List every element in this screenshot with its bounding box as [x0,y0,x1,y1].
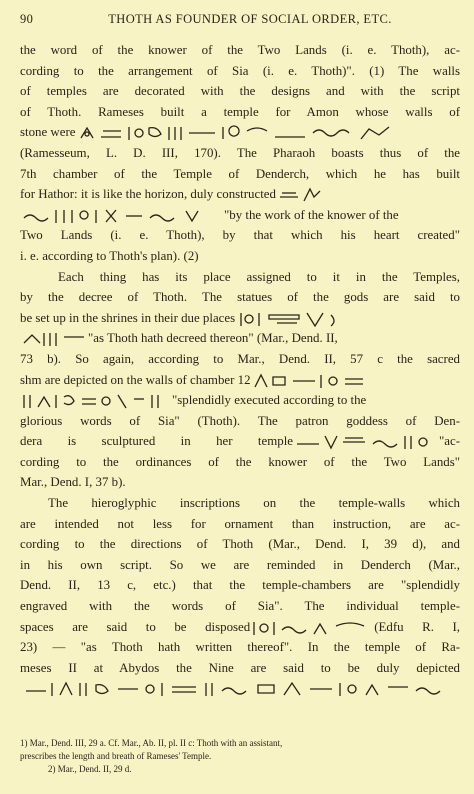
text-line: the word of the knower of the Two Lands (i. e. Thoth), ac- [20,43,460,57]
text-line [20,184,460,205]
text-line: cording to the ordinances of the knower of the Two Lands" [20,454,460,469]
running-title: THOTH AS FOUNDER OF SOCIAL ORDER, ETC. [108,12,392,26]
page-number: 90 [20,12,34,26]
text-line [20,308,460,329]
hieroglyph-group-icon [22,331,86,347]
line-text: be set up in the shrines in their due places [20,310,236,325]
text-line: in his own script. So we are reminded in Denderch (Mar., [20,557,460,572]
line-text: stone were [20,125,76,140]
line-text: "by the work of the knower of the [224,207,399,222]
text-line [20,678,460,699]
text-line: meses II at Abydos the Nine are said to be duly depicted [20,660,460,675]
hieroglyph-group-icon [278,187,322,203]
line-text: (Edfu R. I, [374,619,460,634]
hieroglyph-group-icon [22,681,452,697]
text-line: i. e. according to Thoth's plan). (2) [20,248,199,263]
text-line: cording to the arrangement of Sia (i. e. Thoth)". (1) The walls [20,63,460,78]
footnotes [20,737,460,776]
text-line [20,370,460,391]
line-text: dera is sculptured in her temple [20,434,293,449]
text-line [20,205,460,226]
hieroglyph-group-icon [22,208,222,224]
text-line: Two Lands (i. e. Thoth), by that which his heart created" [20,228,460,243]
line-text: spaces are said to be disposed [20,619,251,634]
text-line: of Thoth. Rameses built a temple for Amon whose walls of [20,104,460,119]
footnote-line: prescribes the length and breath of Rameses' Temple. [20,751,212,761]
hieroglyph-group-icon [253,373,365,389]
text-line [20,328,460,349]
text-line: glorious words of Sia" (Thoth). The patron goddess of Den- [20,413,460,428]
body-text [20,40,460,699]
text-line: of temples are decorated with the designs and with the script [20,84,460,99]
hieroglyph-group-icon [22,393,170,409]
text-line: The hieroglyphic inscriptions on the temple-walls which [48,496,460,511]
line-text: for Hathor: it is like the horizon, duly constructed [20,187,276,202]
text-line: by the decree of Thoth. The statues of the gods are said to [20,290,460,305]
hieroglyph-group-icon [295,434,437,450]
text-line: 23) — "as Thoth hath written thereof". In the temple of Ra- [20,640,460,655]
text-line: cording to the directions of Thoth (Mar., Dend. I, 39 d), and [20,537,460,552]
text-line: engraved with the words of Sia". The individual temple- [20,599,460,614]
line-text: shm are depicted on the walls of chamber 12 [20,372,251,387]
text-line [20,617,460,638]
hieroglyph-group-icon [252,620,372,636]
text-line [20,122,460,143]
line-text: "as Thoth hath decreed thereon" (Mar., Dend. II, [88,331,338,346]
text-line: 73 b). So again, according to Mar., Dend. II, 57 c the sacred [20,351,460,366]
text-line: Each thing has its place assigned to it in the Temples, [58,269,460,284]
hieroglyph-group-icon [77,125,417,141]
footnote-line: 2) Mar., Dend. II, 29 d. [48,764,132,774]
text-line [20,390,460,411]
text-line: Dend. II, 13 c, etc.) that the temple-chambers are "splendidly [20,578,460,593]
text-line: Mar., Dend. I, 37 b). [20,475,126,490]
text-line: (Ramesseum, L. D. III, 170). The Pharaoh boasts thus of the [20,145,460,160]
text-line: are intended not less for ornament than instruction, are ac- [20,516,460,531]
text-line: 7th chamber of the Temple of Denderch, which he has built [20,166,460,181]
footnote-line: 1) Mar., Dend. III, 29 a. Cf. Mar., Ab. II, pl. II c: Thoth with an assistant, [20,738,283,748]
running-header [20,12,460,30]
hieroglyph-group-icon [237,311,347,327]
line-text: "ac- [439,434,460,449]
line-text: "splendidly executed according to the [172,393,367,408]
text-line [20,431,460,452]
